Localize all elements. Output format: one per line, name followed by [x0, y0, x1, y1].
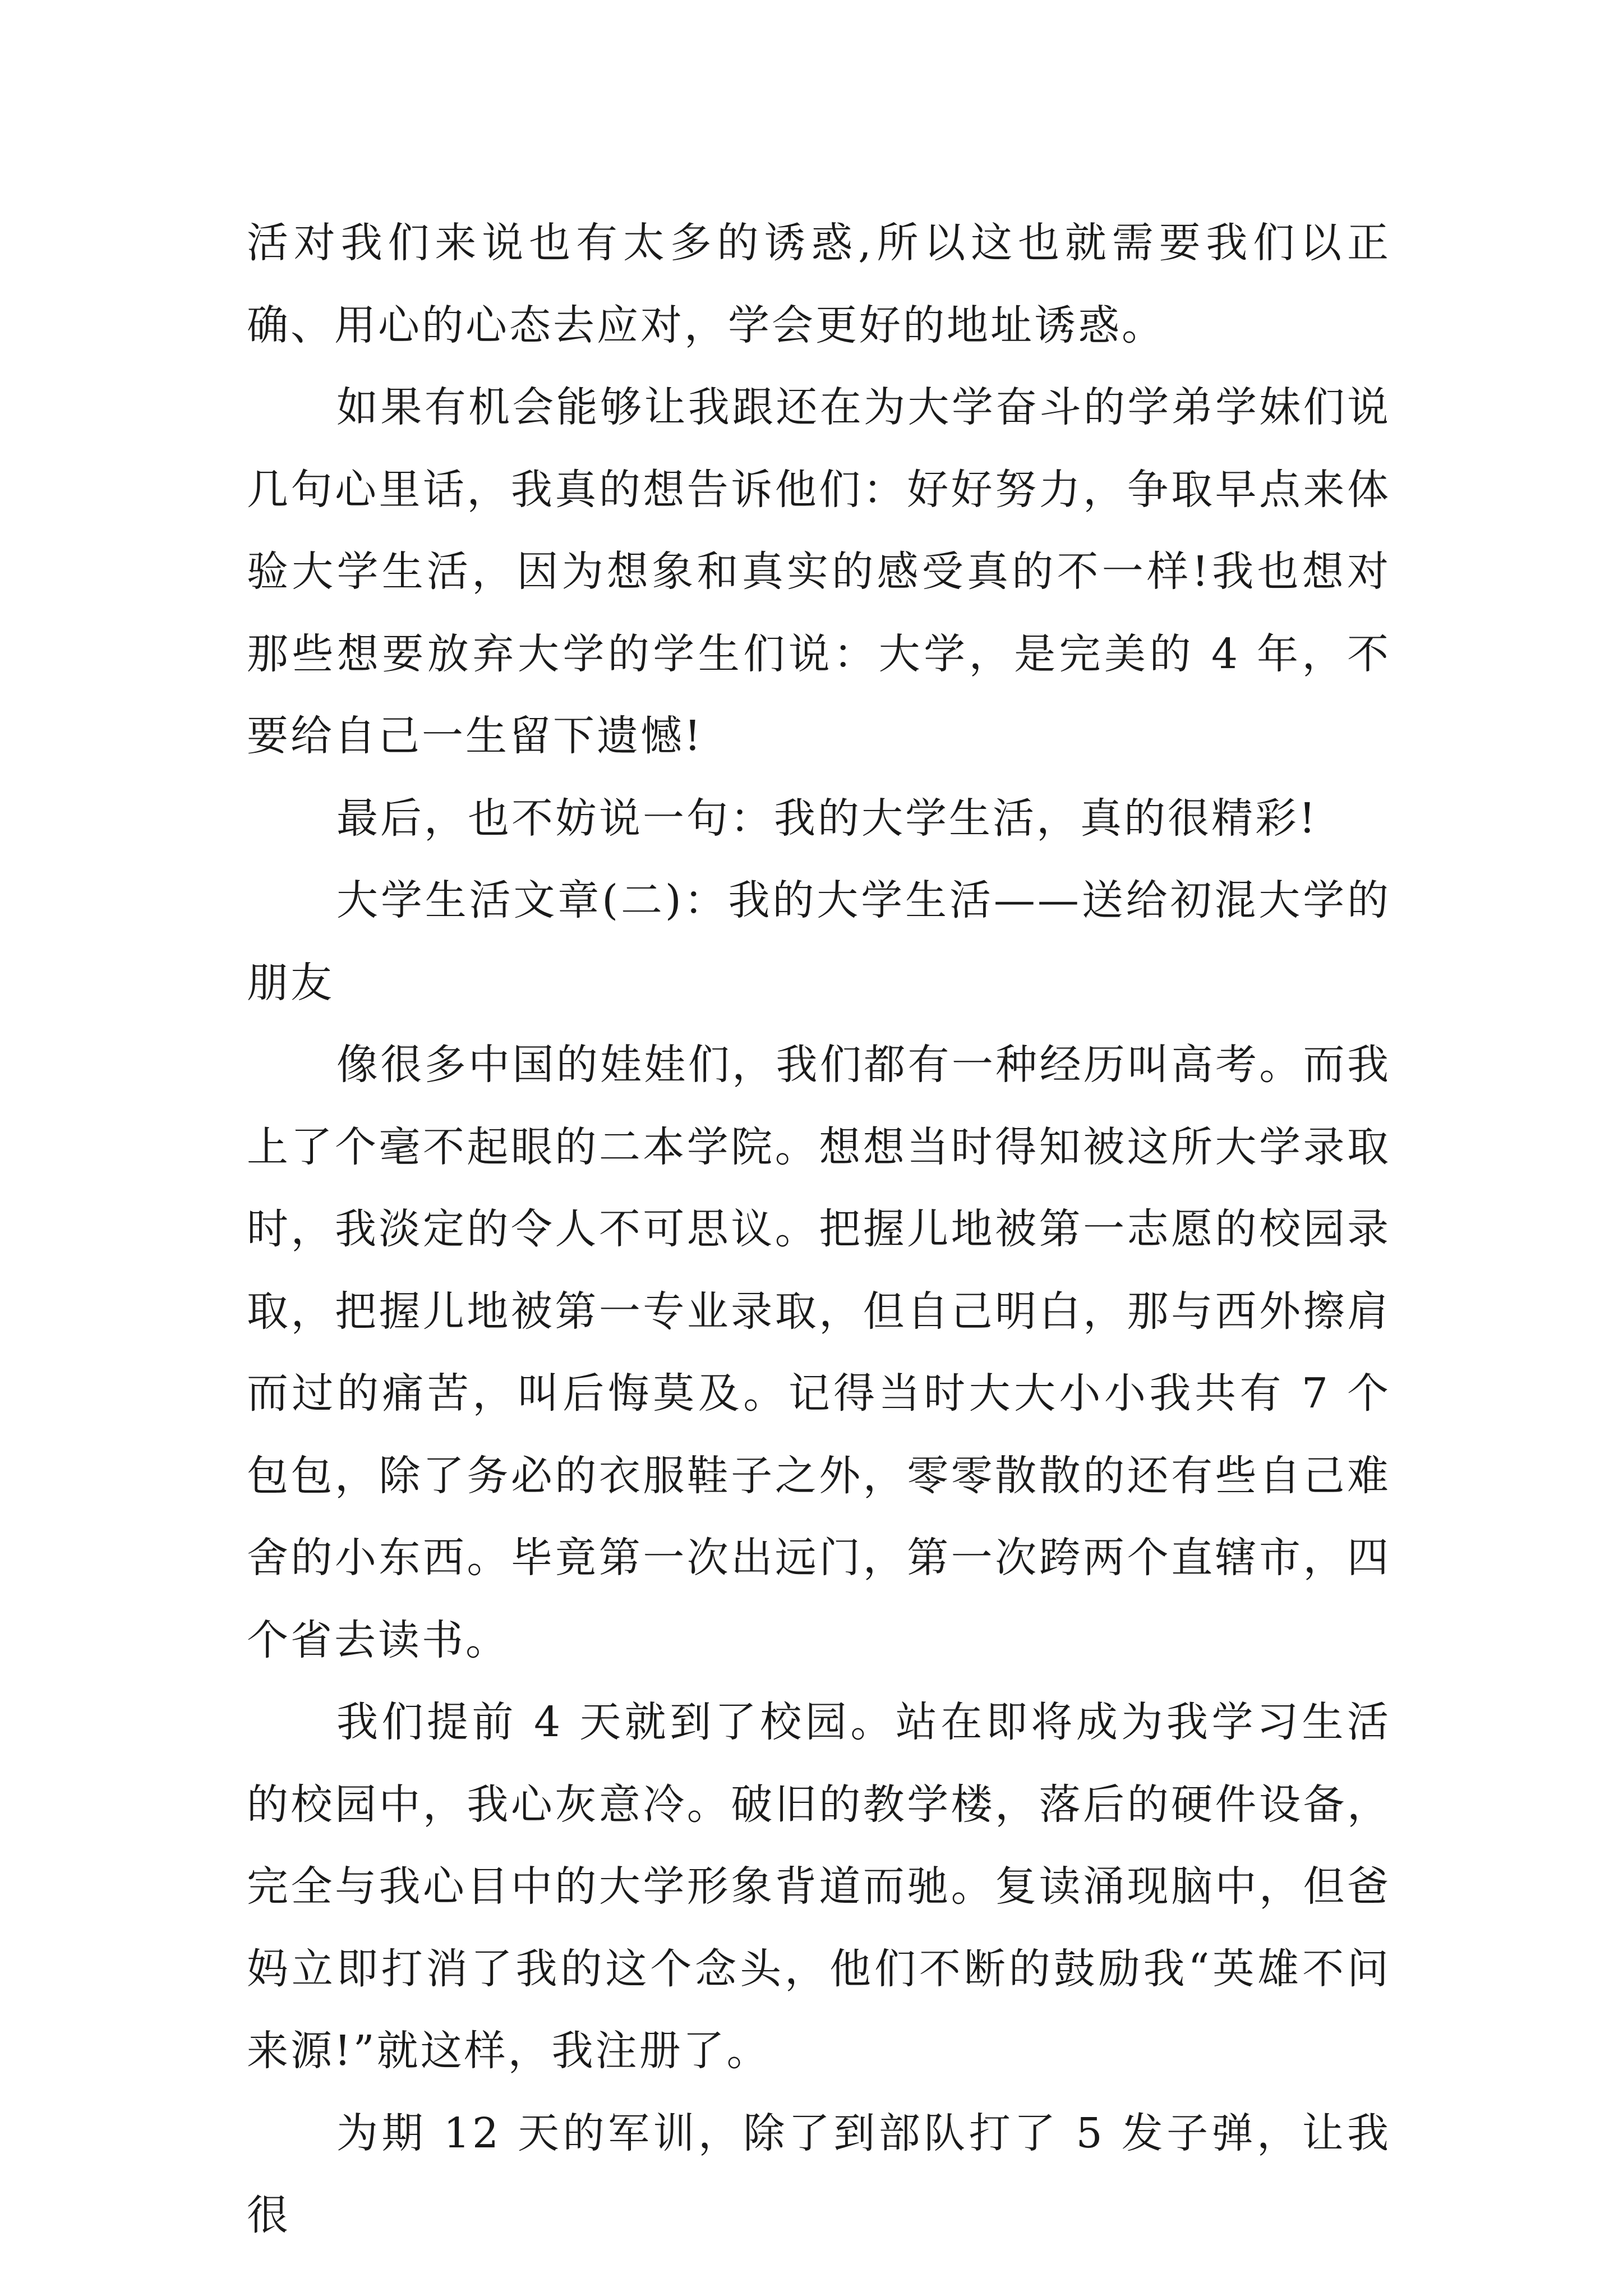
paragraph: 为期 12 天的军训，除了到部队打了 5 发子弹，让我很 [247, 2109, 1391, 2239]
document-body [247, 202, 1391, 2257]
paragraph: 我们提前 4 天就到了校园。站在即将成为我学习生活的校园中，我心灰意冷。破旧的教学楼，落后的硬件设备，完全与我心目中的大学形象背道而驰。复读涌现脑中，但爸妈立即打消了我的这个念头，他们不断的鼓励我“英雄不问来源!”就这样，我注册了。 [247, 1698, 1391, 2075]
paragraph: 像很多中国的娃娃们，我们都有一种经历叫高考。而我上了个毫不起眼的二本学院。想想当时得知被这所大学录取时，我淡定的令人不可思议。把握儿地被第一志愿的校园录取，把握儿地被第一专业录取，但自己明白，那与西外擦肩而过的痛苦，叫后悔莫及。记得当时大大小小我共有 7 个包包，除了务必的衣服鞋子之外，零零散散的还有些自己难舍的小东西。毕竟第一次出远门，第一次跨两个直辖市，四个省去读书。 [247, 1041, 1391, 1664]
paragraph-continued: 活对我们来说也有太多的诱惑,所以这也就需要我们以正确、用心的心态去应对，学会更好的地址诱惑。 [247, 219, 1391, 349]
section-heading: 大学生活文章(二)：我的大学生活——送给初混大学的朋友 [247, 876, 1391, 1007]
paragraph: 如果有机会能够让我跟还在为大学奋斗的学弟学妹们说几句心里话，我真的想告诉他们：好好努力，争取早点来体验大学生活，因为想象和真实的感受真的不一样!我也想对那些想要放弃大学的学生们说：大学，是完美的 4 年，不要给自己一生留下遗憾! [247, 383, 1391, 760]
paragraph: 最后，也不妨说一句：我的大学生活，真的很精彩! [336, 794, 1318, 843]
